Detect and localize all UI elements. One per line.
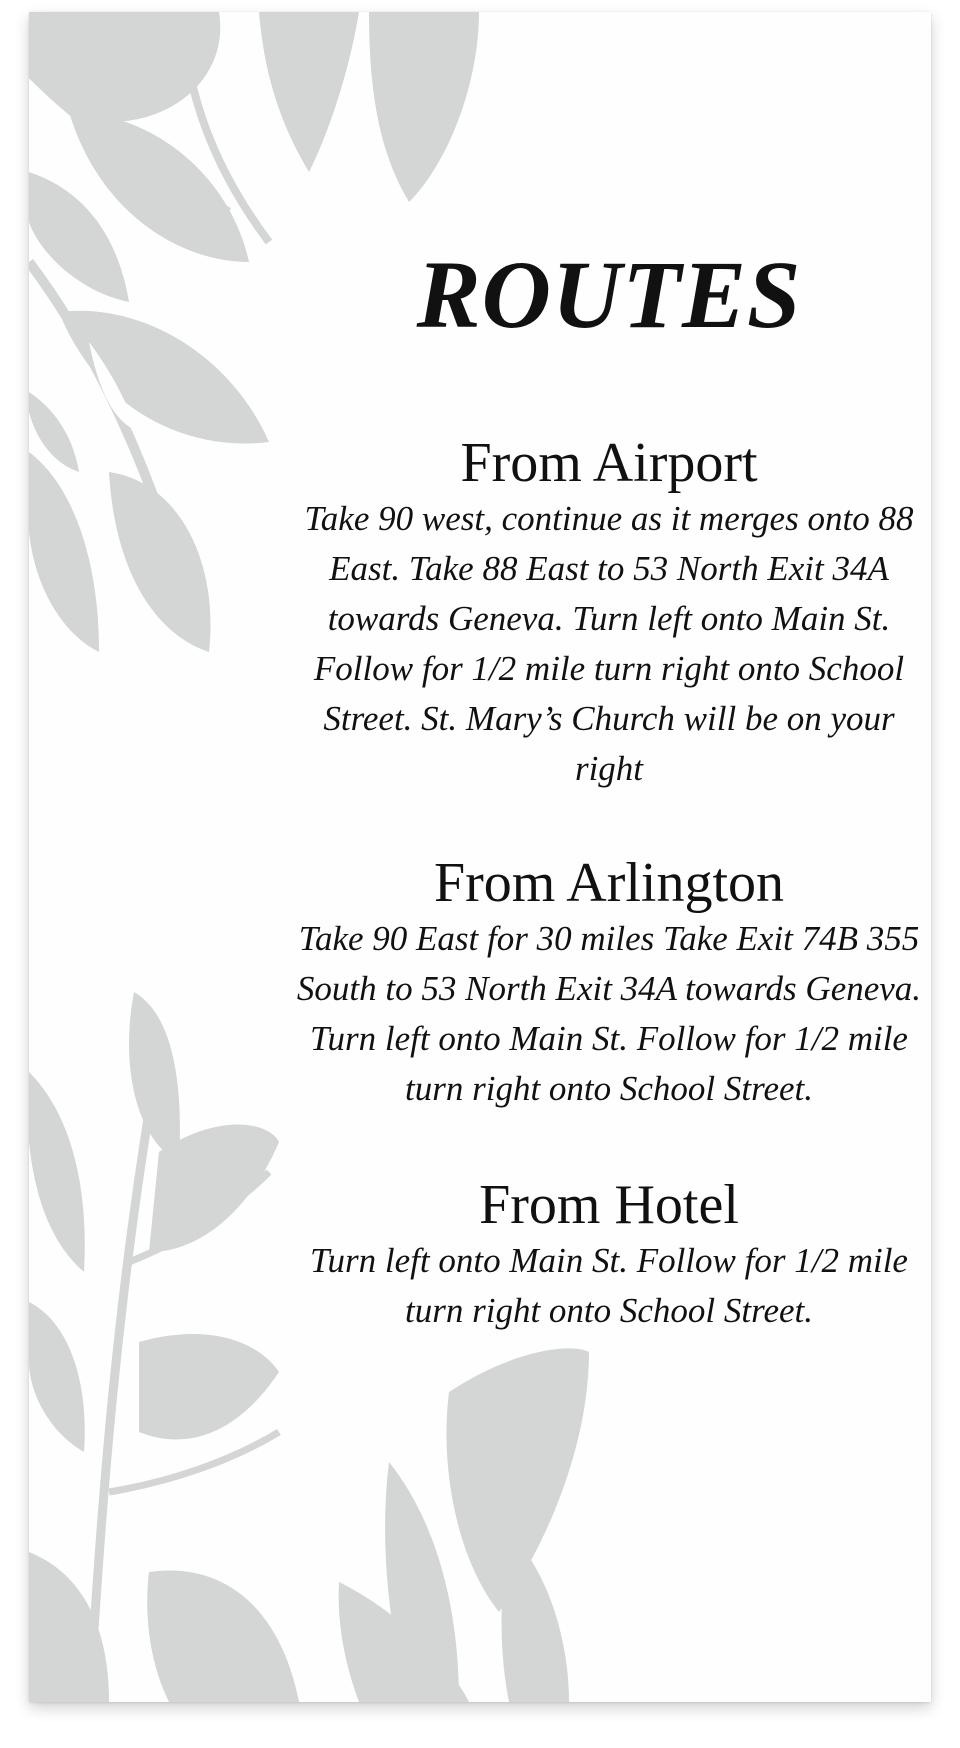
route-directions: Take 90 East for 30 miles Take Exit 74B 355 South to 53 North Exit 34A towards Geneva. Turn left onto Main St. Follow for 1/2 mile turn right onto School Street. <box>296 919 922 1108</box>
route-heading: From Airport <box>460 432 758 494</box>
route-directions: Turn left onto Main St. Follow for 1/2 mile turn right onto School Street. <box>310 1241 908 1330</box>
page-title: ROUTES <box>416 241 802 348</box>
route-heading: From Hotel <box>479 1174 739 1236</box>
routes-card <box>29 12 931 1702</box>
route-directions: Take 90 west, continue as it merges onto 88 East. Take 88 East to 53 North Exit 34A towards Geneva. Turn left onto Main St. Follow for 1/2 mile turn right onto School Street. St. Mary’s Church will be on your right <box>304 499 914 788</box>
route-section-hotel <box>279 1174 931 1336</box>
route-heading: From Arlington <box>433 852 785 914</box>
route-section-airport <box>279 432 931 794</box>
route-section-arlington <box>279 852 931 1114</box>
